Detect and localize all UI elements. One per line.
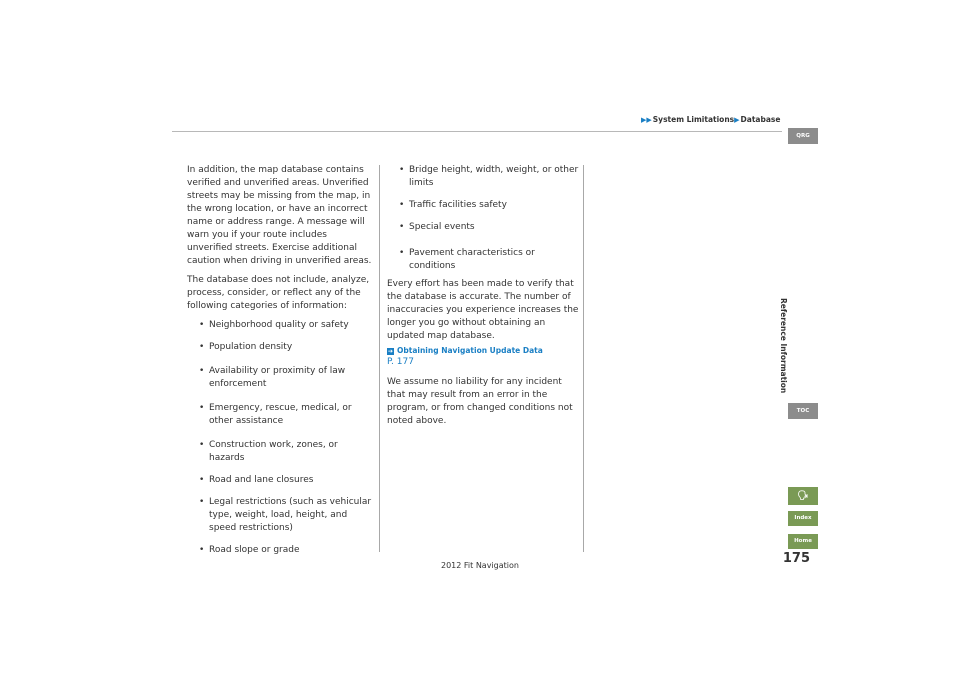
column-divider — [583, 165, 584, 552]
bullet-icon: • — [199, 403, 205, 413]
bullet-icon: • — [199, 320, 205, 330]
cross-reference-page[interactable]: P. 177 — [387, 357, 414, 367]
bullet-icon: • — [199, 366, 205, 376]
section-label: Reference Information — [779, 298, 788, 394]
intro-paragraph: In addition, the map database contains verified and unverified areas. Unverified streets may be missing from the map, in the wrong location, or have an incorrect name or address range. A message will warn you if your route includes unverified streets. Exercise additional caution when driving in unverified areas. — [187, 165, 372, 266]
bullet-icon: • — [199, 440, 205, 450]
page-number: 175 — [782, 551, 810, 566]
bullet-icon: • — [199, 497, 205, 507]
toc-tab[interactable]: TOC — [788, 403, 818, 419]
breadcrumb-arrow-icon: ▶ — [734, 116, 740, 124]
list-item: • Population density — [199, 342, 293, 352]
bullet-icon: • — [399, 200, 405, 210]
list-item: • Neighborhood quality or safety — [199, 320, 349, 330]
breadcrumb-item-system-limitations[interactable]: System Limitations — [652, 115, 735, 124]
list-item: • Traffic facilities safety — [399, 200, 507, 210]
footer-title: 2012 Fit Navigation — [441, 561, 519, 570]
voice-command-tab[interactable] — [788, 487, 818, 505]
column-divider — [379, 165, 380, 552]
list-item: • Pavement characteristics or conditions — [399, 248, 535, 271]
left-column — [187, 164, 373, 566]
bullet-icon: • — [199, 545, 205, 555]
list-item: • Road slope or grade — [199, 545, 300, 555]
bullet-icon: • — [399, 222, 405, 232]
header-divider — [172, 131, 782, 132]
right-column — [387, 164, 579, 434]
bullet-icon: • — [399, 165, 405, 175]
list-item: • Bridge height, width, weight, or other limits — [399, 165, 579, 188]
categories-intro-paragraph: The database does not include, analyze, process, consider, or reflect any of the following categories of information: — [187, 275, 370, 311]
cross-reference-link[interactable] — [387, 345, 579, 356]
qrg-tab[interactable]: QRG — [788, 128, 818, 144]
bullet-icon: • — [199, 342, 205, 352]
breadcrumb-arrow-icon: ▶▶ — [641, 116, 652, 124]
breadcrumb — [641, 115, 780, 124]
home-tab[interactable]: Home — [788, 534, 818, 549]
reference-arrow-icon: ➔ — [387, 347, 394, 355]
liability-paragraph: We assume no liability for any incident that may result from an error in the program, or from changed conditions not noted above. — [387, 377, 573, 426]
list-item: • Emergency, rescue, medical, or other assistance — [199, 403, 352, 426]
bullet-icon: • — [199, 475, 205, 485]
list-item: • Special events — [399, 222, 475, 232]
voice-command-icon: 🗣 — [797, 491, 809, 501]
list-item: • Legal restrictions (such as vehicular type, weight, load, height, and speed restrictions) — [199, 497, 372, 533]
list-item: • Availability or proximity of law enforcement — [199, 366, 346, 389]
list-item: • Construction work, zones, or hazards — [199, 440, 338, 463]
cross-reference-title: Obtaining Navigation Update Data — [397, 346, 543, 355]
breadcrumb-item-database[interactable]: Database — [740, 115, 781, 124]
list-item: • Road and lane closures — [199, 475, 314, 485]
index-tab[interactable]: Index — [788, 511, 818, 526]
bullet-icon: • — [399, 248, 405, 258]
accuracy-paragraph: Every effort has been made to verify that the database is accurate. The number of inaccuracies you experience increases the longer you go without obtaining an updated map database. — [387, 279, 579, 341]
